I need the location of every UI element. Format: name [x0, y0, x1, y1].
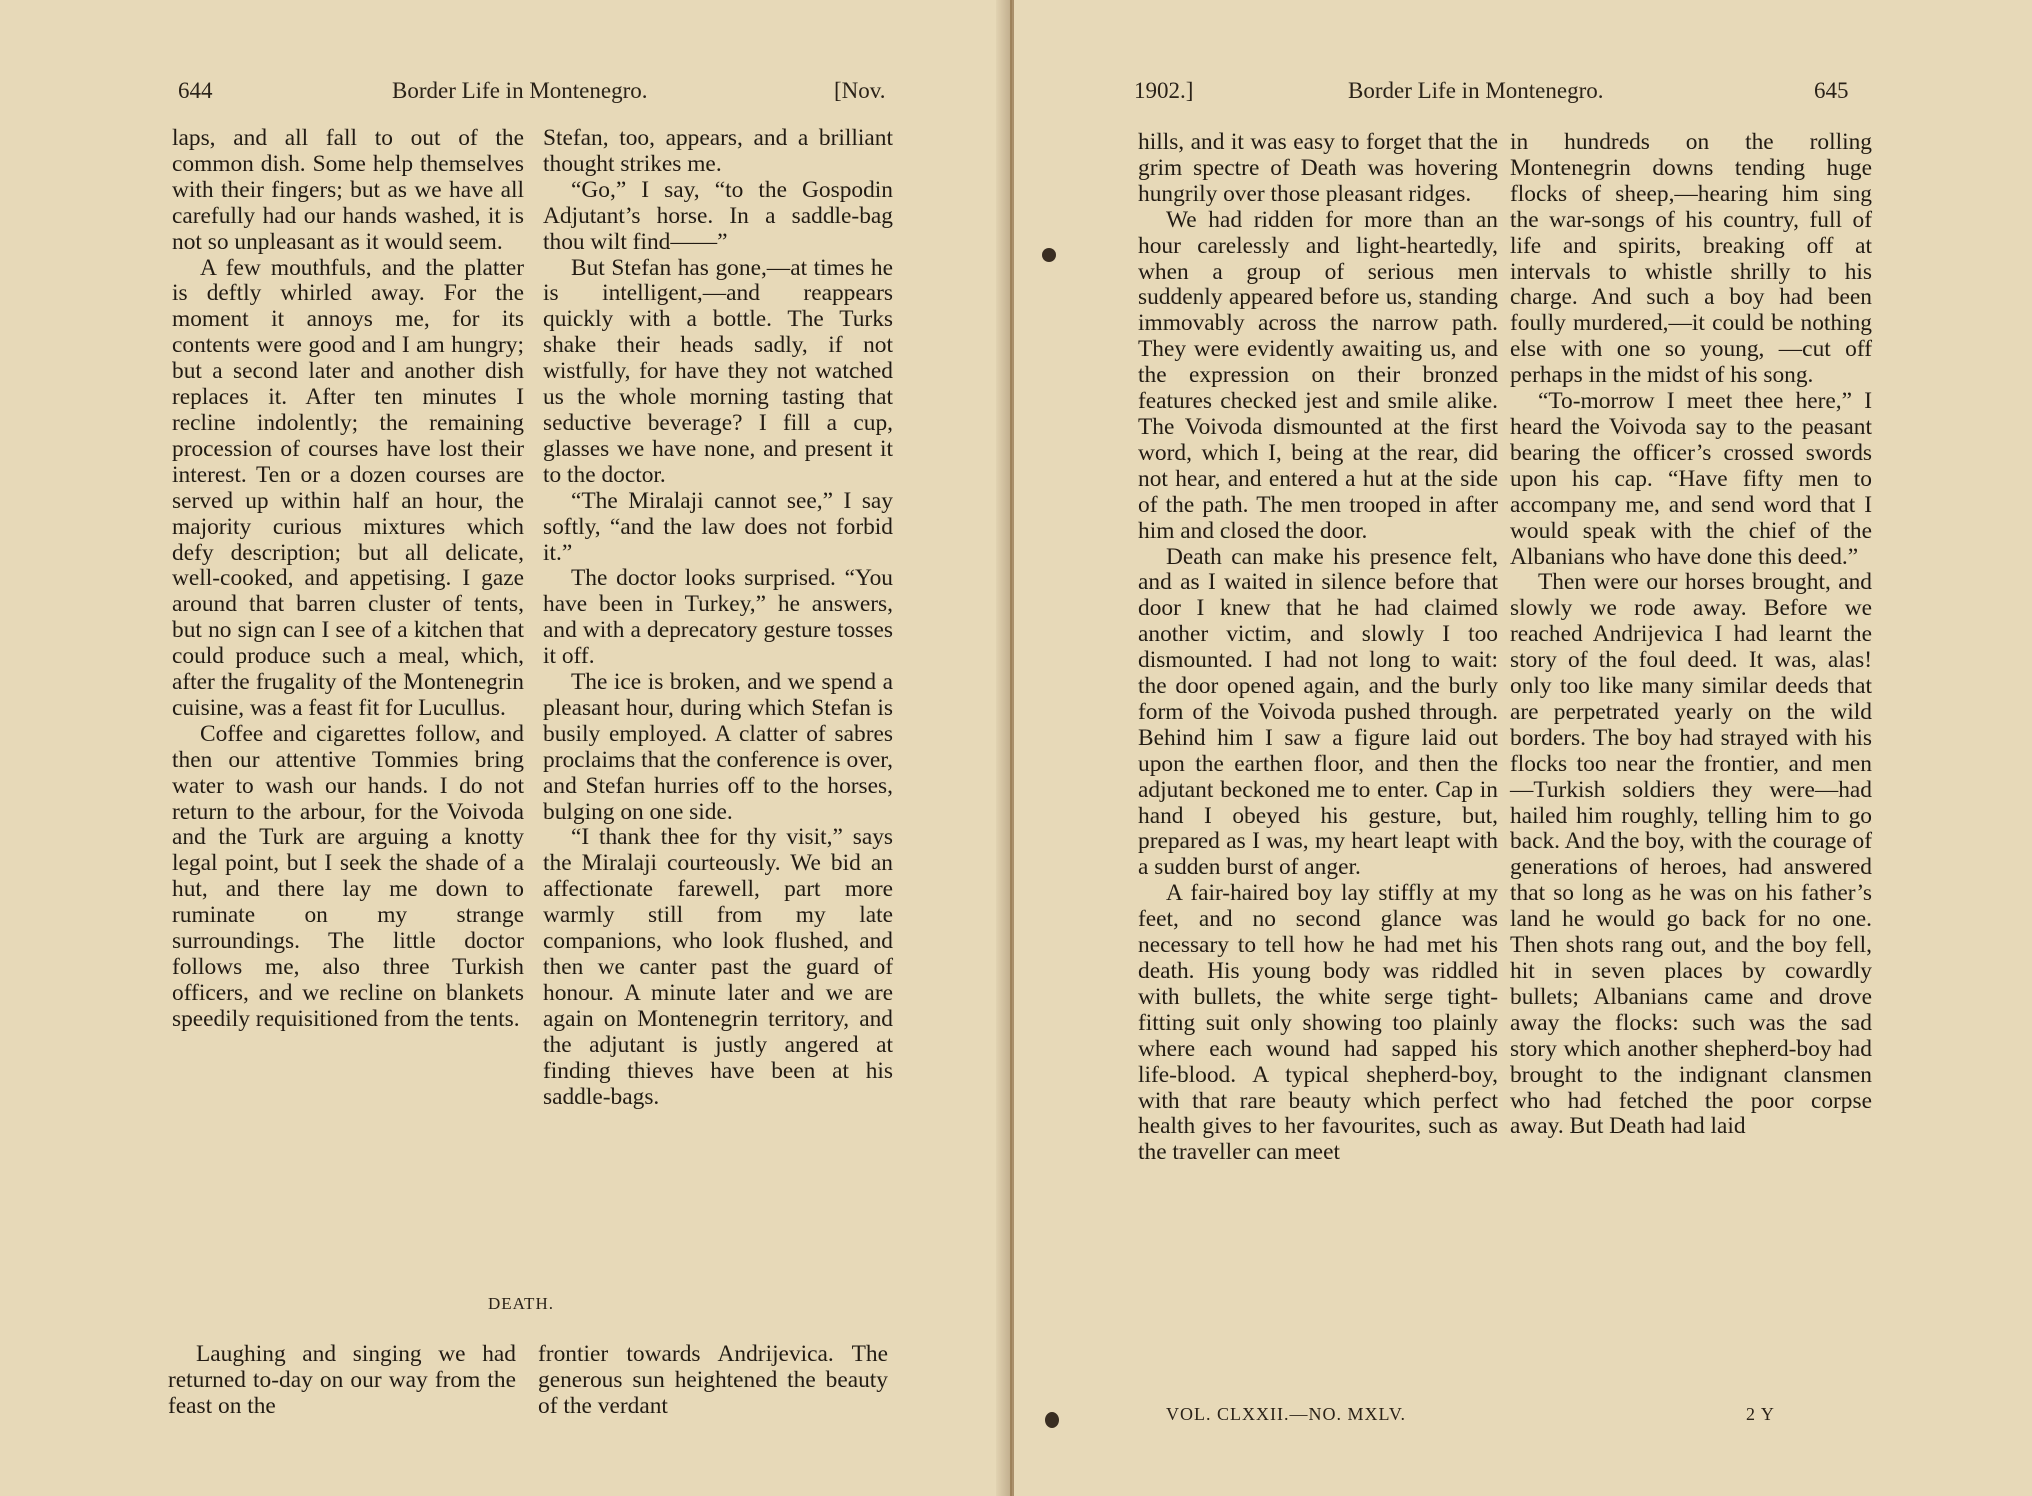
paragraph: hills, and it was easy to forget that the grim spectre of Death was hovering hungrily over those pleasant ridges. [1138, 129, 1498, 207]
footer-volume: VOL. CLXXII.—NO. MXLV. [1166, 1404, 1407, 1424]
paragraph: Death can make his presence felt, and as I waited in silence before that door I knew that he had claimed another victim, and slowly I too dismounted. I had not long to wait: the door opened again, and the burly form of the Voivoda pushed through. Behind him I saw a figure laid out upon the earthen floor, and then the adjutant beckoned me to enter. Cap in hand I obeyed his gesture, but, prepared as I was, my heart leapt with a sudden burst of anger. [1138, 543, 1498, 881]
paragraph: A few mouthfuls, and the platter is deftly whirled away. For the moment it annoys me, for its contents were good and I am hungry; but a second later and another dish replaces it. After ten minutes I recline indolently; the remaining procession of courses have lost their interest. Ten or a dozen courses are served up within half an hour, the majority curious mixtures which defy description; but all delicate, well-cooked, and appetising. I gaze around that barren cluster of tents, but no sign can I see of a kitchen that could produce such a meal, which, after the frugality of the Montenegrin cuisine, was a feast fit for Lucullus. [172, 254, 524, 721]
paragraph: in hundreds on the rolling Montenegrin downs tending huge flocks of sheep,—hearing him sing the war-songs of his country, full of life and spirits, breaking off at intervals to whistle shrilly to his charge. And such a boy had been foully murdered,—it could be nothing else with one so young, —cut off perhaps in the midst of his song. [1510, 129, 1872, 389]
left-running-date: [Nov. [834, 78, 886, 103]
footer-signature: 2 Y [1746, 1404, 1775, 1424]
right-page-number: 645 [1814, 78, 1849, 103]
paragraph: The ice is broken, and we spend a pleasant hour, during which Stefan is busily employed. A clatter of sabres proclaims that the conference is over, and Stefan hurries off to the horses, bulging on one side. [543, 669, 893, 825]
paragraph: Coffee and cigarettes follow, and then our attentive Tommies bring water to wash our hands. I do not return to the arbour, for the Voivoda and the Turk are arguing a knotty legal point, but I seek the shade of a hut, and there lay me down to ruminate on my strange surroundings. The little doctor follows me, also three Turkish officers, and we recline on blankets speedily requisitioned from the tents. [172, 720, 524, 1032]
paragraph: We had ridden for more than an hour carelessly and light-heartedly, when a group of serious men suddenly appeared before us, standing immovably across the narrow path. They were evidently awaiting us, and the expression on their bronzed features checked jest and smile alike. The Voivoda dismounted at the first word, which I, being at the rear, did not hear, and entered a hut at the side of the path. The men trooped in after him and closed the door. [1138, 206, 1498, 544]
right-running-title: Border Life in Montenegro. [1348, 78, 1604, 103]
paragraph: laps, and all fall to out of the common dish. Some help themselves with their fingers; but as we have all carefully had our hands washed, it is not so unpleasant as it would seem. [172, 125, 524, 255]
paragraph: “The Miralaji cannot see,” I say softly, “and the law does not forbid it.” [543, 487, 893, 566]
paragraph: “I thank thee for thy visit,” says the Miralaji courteously. We bid an affectionate farewell, part more warmly still from my late companions, who look flushed, and then we canter past the guard of honour. A minute later and we are again on Montenegrin territory, and the adjutant is justly angered at finding thieves have been at his saddle-bags. [543, 824, 893, 1110]
death-column-1 [168, 1342, 516, 1420]
paragraph: “Go,” I say, “to the Gospodin Adjutant’s horse. In a saddle-bag thou wilt find——” [543, 176, 893, 255]
paragraph: A fair-haired boy lay stiffly at my feet, and no second glance was necessary to tell how he had met his death. His young body was riddled with bullets, the white serge tight-fitting suit only showing too plainly where each wound had sapped his life-blood. A typical shepherd-boy, with that rare beauty which perfect health gives to her favourites, such as the traveller can meet [1138, 880, 1498, 1166]
right-page [1014, 0, 2032, 1496]
section-heading: DEATH. [488, 1294, 554, 1313]
paragraph: The doctor looks surprised. “You have been in Turkey,” he answers, and with a deprecatory gesture tosses it off. [543, 565, 893, 670]
paragraph: Laughing and singing we had returned to-day on our way from the feast on the [168, 1341, 516, 1419]
paragraph: But Stefan has gone,—at times he is intelligent,—and reappears quickly with a bottle. The Turks shake their heads sadly, if not wistfully, for have they not watched us the whole morning tasting that seductive beverage? I fill a cup, glasses we have none, and present it to the doctor. [543, 254, 893, 488]
ink-spot [1045, 1412, 1059, 1428]
right-column-1 [1138, 130, 1498, 1166]
paragraph: “To-morrow I meet thee here,” I heard the Voivoda say to the peasant bearing the officer’s crossed swords upon his cap. “Have fifty men to accompany me, and send word that I would speak with the chief of the Albanians who have done this deed.” [1510, 388, 1872, 570]
death-column-2 [538, 1342, 888, 1420]
left-page [0, 0, 1012, 1496]
paragraph: frontier towards Andrijevica. The generous sun heightened the beauty of the verdant [538, 1341, 888, 1419]
left-column-1 [172, 126, 524, 1033]
right-running-date: 1902.] [1134, 78, 1194, 103]
ink-spot [1042, 248, 1056, 262]
left-column-2 [543, 126, 893, 1110]
left-running-title: Border Life in Montenegro. [392, 78, 648, 103]
right-column-2 [1510, 130, 1872, 1140]
paragraph: Then were our horses brought, and slowly we rode away. Before we reached Andrijevica I had learnt the story of the foul deed. It was, alas! only too like many similar deeds that are perpetrated yearly on the wild borders. The boy had strayed with his flocks too near the frontier, and men—Turkish soldiers they were—had hailed him roughly, telling him to go back. And the boy, with the courage of generations of heroes, had answered that so long as he was on his father’s land he would go back for no one. Then shots rang out, and the boy fell, hit in seven places by cowardly bullets; Albanians came and drove away the flocks: such was the sad story which another shepherd-boy had brought to the indignant clansmen who had fetched the poor corpse away. But Death had laid [1510, 569, 1872, 1140]
left-page-number: 644 [178, 78, 213, 103]
paragraph: Stefan, too, appears, and a brilliant thought strikes me. [543, 125, 893, 177]
